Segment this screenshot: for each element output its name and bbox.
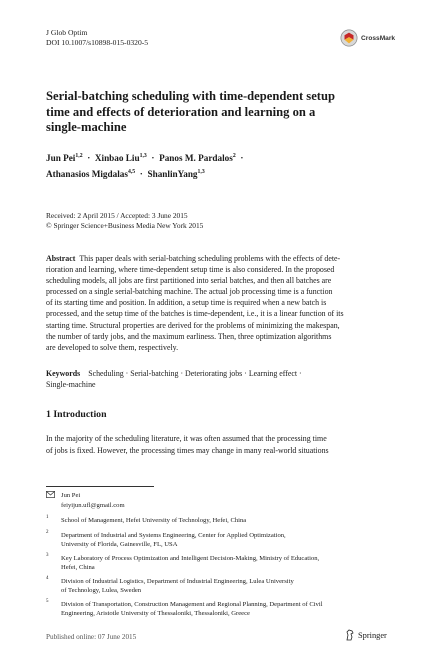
title-line: Serial-batching scheduling with time-dependent setup [46,89,335,103]
author-name[interactable]: Athanasios Migdalas [46,168,128,179]
keywords-label: Keywords [46,369,81,378]
springer-horse-icon [345,629,355,641]
author-separator: · [240,153,244,164]
paper-title [46,89,376,136]
title-line: single-machine [46,120,127,134]
footnote-number: 2 [46,530,49,535]
abstract [46,253,393,353]
footnote-text: Hefei, China [61,564,95,571]
abstract-line: processed, and the setup time of the batches is time-dependent, i.e., it is a linear function of its [46,309,344,319]
abstract-line: the number of tardy jobs, and the maximum earliness. Then, three optimization algorithms [46,331,332,341]
section-body [46,433,393,457]
author-list [46,150,406,181]
footnote-number: 3 [46,553,49,558]
publication-dates [46,211,406,231]
published-online: Published online: 07 June 2015 [46,633,137,641]
abstract-line: processed on a single serial-batching machine. The actual job processing time is a function [46,287,333,297]
footnote-text: Division of Transportation, Construction Management and Regional Planning, Department of Civil [61,601,323,608]
footnote-1 [46,516,396,526]
abstract-line: rioration and learning, where time-dependent setup time is also considered. In the proposed [46,265,335,275]
crossmark-label: CrossMark [361,34,396,42]
author-affiliation-marker: 1,2 [75,153,83,159]
section-heading: 1 Introduction [46,409,107,420]
author-affiliation-marker: 4,5 [127,168,136,175]
body-line: of jobs is fixed. However, the processing times may change in many real-world situations [46,446,329,455]
footnote-3 [46,554,396,574]
author-affiliation-marker: 1,3 [139,153,147,159]
footnote-text: of Technology, Lulea, Sweden [61,587,142,594]
footnote-text: Key Laboratory of Process Optimization and Intelligent Decision-Making, Ministry of Education, [61,555,320,562]
copyright: © Springer Science+Business Media New York 2015 [46,221,204,230]
footnote-number: 5 [46,599,49,604]
journal-header [46,28,148,48]
author-name[interactable]: Panos M. Pardalos [159,153,233,164]
abstract-line: This paper deals with serial-batching scheduling problems with the effects of dete- [79,254,341,263]
footnote-4 [46,577,396,597]
abstract-line: starting time. Structural properties are derived for the problems of minimizing the makespan, [46,320,340,330]
journal-name: J Glob Optim [46,28,88,37]
title-line: time and effects of deterioration and learning on a [46,104,316,119]
correspondence [46,491,346,511]
corresponding-email[interactable]: feiyijun.ufl@gmail.com [61,502,125,509]
footnote-text: University of Florida, Gainesville, FL, USA [61,541,178,548]
footnote-text: Department of Industrial and Systems Engineering, Center for Applied Optimization, [61,532,286,539]
received-accepted: Received: 2 April 2015 / Accepted: 3 June 2015 [46,211,188,220]
footnote-divider [46,486,154,487]
body-line: In the majority of the scheduling literature, it was often assumed that the processing time [46,434,327,443]
footnote-5 [46,600,396,620]
author-name[interactable]: ShanlinYang [147,168,198,179]
footnote-2 [46,531,396,551]
footnote-number: 4 [46,576,49,581]
author-name[interactable]: Jun Pei [46,153,76,164]
author-separator: · [151,153,155,164]
publisher-name: Springer [358,630,387,640]
envelope-icon [46,491,56,502]
footnote-text: Engineering, Aristotle University of Thessaloniki, Thessaloniki, Greece [61,610,250,617]
springer-logo[interactable] [345,629,387,641]
footnote-text: School of Management, Hefei University of Technology, Hefei, China [61,517,247,524]
footnote-number: 1 [46,515,49,520]
doi[interactable]: DOI 10.1007/s10898-015-0320-5 [46,38,149,47]
author-name[interactable]: Xinbao Liu [94,153,140,164]
author-affiliation-marker: 2 [232,153,236,159]
abstract-line: scheduling models, all jobs are first partitioned into serial batches, and then all batches are [46,276,332,286]
abstract-line: are developed to solve them, respectively. [46,342,179,352]
keywords-line: Single-machine [46,380,96,390]
abstract-label: Abstract [46,254,76,263]
footnote-text: Division of Industrial Logistics, Department of Industrial Engineering, Lulea University [61,578,294,585]
author-separator: · [87,153,91,164]
crossmark-badge[interactable] [340,27,402,49]
keywords [46,368,393,390]
author-affiliation-marker: 1,3 [197,168,205,175]
keywords-line: Scheduling · Serial-batching · Deteriorating jobs · Learning effect · [88,369,302,378]
abstract-line: of its starting time and position. In addition, a setup time is required when a new batch is [46,298,327,308]
corresponding-author: Jun Pei [61,492,81,499]
author-separator: · [139,168,143,179]
crossmark-icon [340,29,358,47]
